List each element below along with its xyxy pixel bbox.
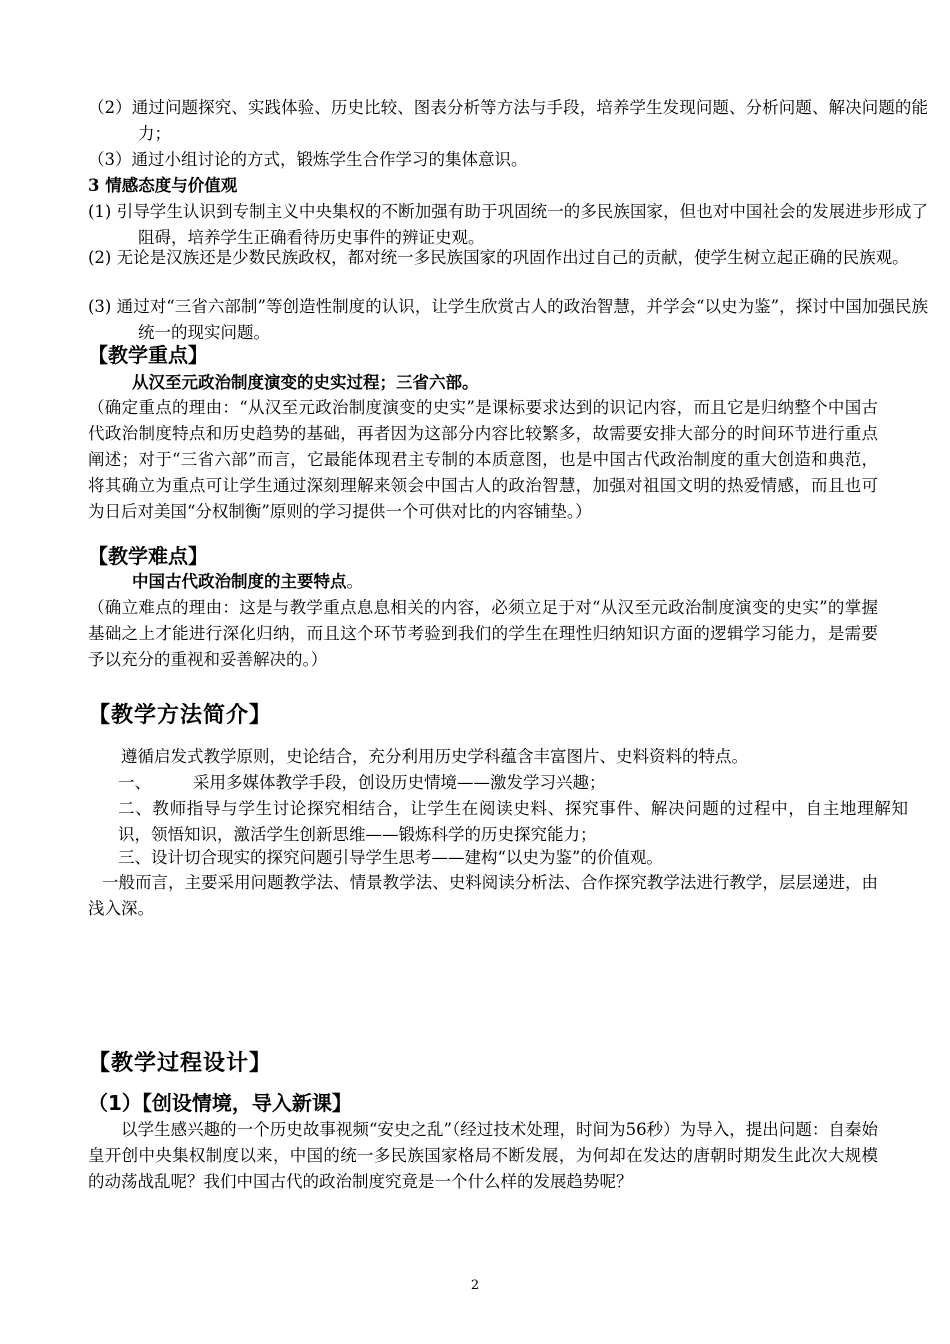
methods-item-1 — [88, 770, 908, 796]
difficult-point-reason: （确立难点的理由：这是与教学重点息息相关的内容，必须立足于对“从汉至元政治制度演变的史实”的掌握基础之上才能进行深化归纳，而且这个环节考验到我们的学生在理性归纳知识方面的逻辑学习能力，是需要予以充分的重视和妥善解决的。） — [88, 598, 878, 669]
methods-heading: 【教学方法简介】 — [88, 703, 273, 728]
key-point-heading: 【教学重点】 — [88, 343, 208, 367]
methods-item-1-number: 一、 — [118, 773, 151, 792]
key-point-reason: （确定重点的理由：“从汉至元政治制度演变的史实”是课标要求达到的识记内容，而且它是归纳整个中国古代政治制度特点和历史趋势的基础，再者因为这部分内容比较繁多，故需要安排大部分的时间环节进行重点阐述；对于“三省六部”而言，它最能体现君主专制的本质意图，也是中国古代政治制度的重大创造和典范，将其确立为重点可让学生通过深刻理解来领会中国古人的政治智慧，加强对祖国文明的热爱情感，而且也可为日后对美国“分权制衡”原则的学习提供一个可供对比的内容铺垫。） — [88, 398, 878, 521]
process-heading: 【教学过程设计】 — [88, 1051, 273, 1076]
methods-summary: 一般而言，主要采用问题教学法、情景教学法、史料阅读分析法、合作探究教学法进行教学，层层递进，由浅入深。 — [88, 873, 878, 918]
difficult-point-line — [88, 569, 922, 595]
objective-item-2: （2）通过问题探究、实践体验、历史比较、图表分析等方法与手段，培养学生发现问题、分析问题、解决问题的能力； — [88, 98, 928, 143]
difficult-point-content: 中国古代政治制度的主要特点 — [132, 572, 347, 591]
key-point-content: 从汉至元政治制度演变的史实过程；三省六部。 — [132, 373, 479, 392]
methods-item-1-text: 采用多媒体教学手段，创设历史情境——激发学习兴趣； — [193, 773, 606, 792]
values-item-2: (2) 无论是汉族还是少数民族政权，都对统一多民族国家的巩固作出过自己的贡献，使学生树立起正确的民族观。 — [88, 248, 909, 267]
page-number: 2 — [470, 1278, 480, 1293]
methods-item-3: 三、设计切合现实的探究问题引导学生思考——建构“以史为鉴”的价值观。 — [118, 848, 663, 867]
objective-item-3: （3）通过小组讨论的方式，锻炼学生合作学习的集体意识。 — [88, 150, 528, 169]
values-item-3: (3) 通过对“三省六部制”等创造性制度的认识，让学生欣赏古人的政治智慧，并学会“以史为鉴”，探讨中国加强民族统一的现实问题。 — [88, 297, 928, 342]
values-item-1: (1) 引导学生认识到专制主义中央集权的不断加强有助于巩固统一的多民族国家，但也对中国社会的发展进步形成了阻碍，培养学生正确看待历史事件的辨证史观。 — [88, 202, 928, 247]
process-step1-heading: （1）【创设情境，导入新课】 — [88, 1091, 352, 1115]
methods-item-2: 二、教师指导与学生讨论探究相结合，让学生在阅读史料、探究事件、解决问题的过程中，自主地理解知识，领悟知识，激活学生创新思维——锻炼科学的历史探究能力； — [118, 799, 908, 844]
process-step1-text: 以学生感兴趣的一个历史故事视频“安史之乱”（经过技术处理，时间为56秒）为导入，提出问题：自秦始皇开创中央集权制度以来，中国的统一多民族国家格局不断发展，为何却在发达的唐朝时期发生此次大规模的动荡战乱呢？我们中国古代的政治制度究竟是一个什么样的发展趋势呢？ — [88, 1120, 878, 1191]
values-heading: 3 情感态度与价值观 — [88, 176, 238, 195]
methods-intro: 遵循启发式教学原则，史论结合，充分利用历史学科蕴含丰富图片、史料资料的特点。 — [121, 747, 748, 766]
difficult-point-period: 。 — [346, 572, 363, 591]
difficult-point-heading: 【教学难点】 — [88, 544, 208, 568]
